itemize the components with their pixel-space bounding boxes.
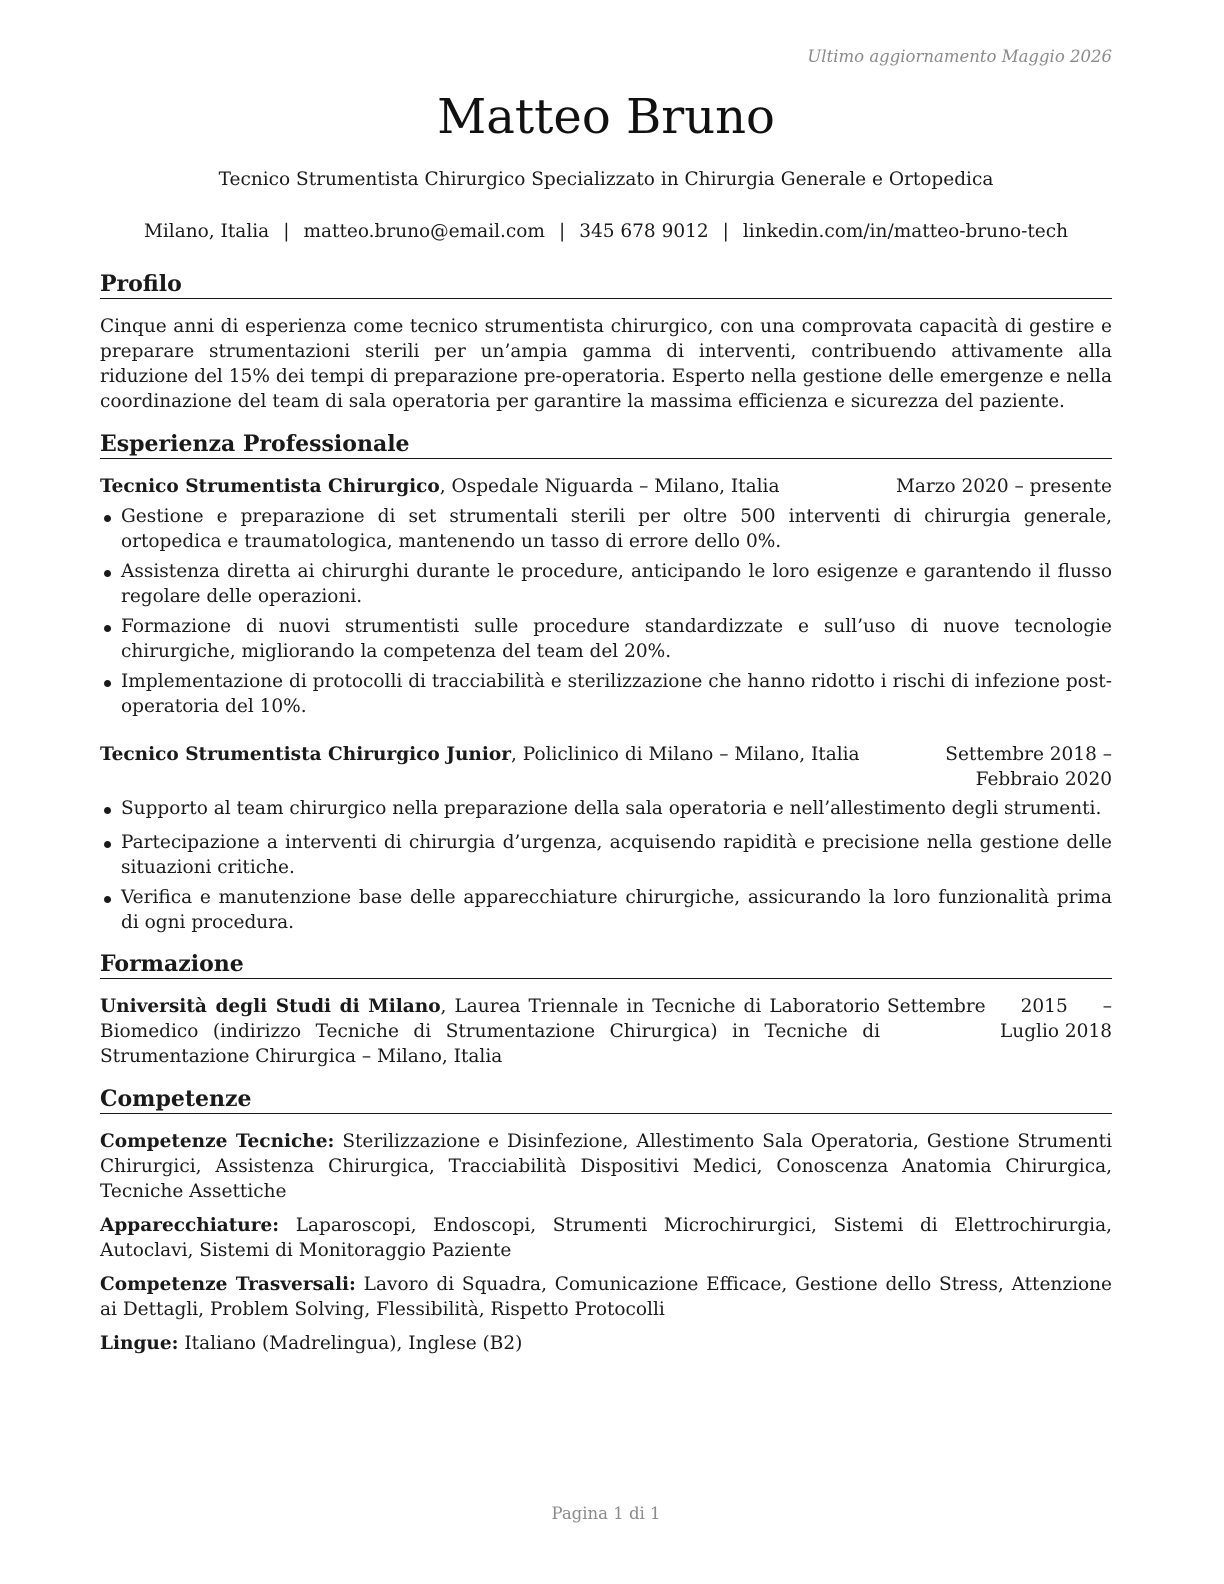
education-text [100,994,880,1069]
job-title-line [100,742,860,767]
section-title-experience: Esperienza Professionale [100,430,1112,459]
education-section [100,950,1112,1069]
job-place: , Policlinico di Milano – Milano, Italia [510,744,860,765]
skill-label: Lingue: [100,1333,179,1354]
skill-value: Sterilizzazione e Disinfezione, Allestimento Sala Operatoria, Gestione Strumenti Chirurgici, Assistenza Chirurgica, Tracciabilità Dispositivi Medici, Conoscenza Anatomia Chirurgica, Tecniche Assettiche [100,1131,1112,1202]
profile-section [100,270,1112,414]
list-item: Implementazione di protocolli di tracciabilità e sterilizzazione che hanno ridotto i rischi di infezione post-operatoria del 10%. [100,669,1112,719]
profile-text: Cinque anni di esperienza come tecnico strumentista chirurgico, con una comprovata capacità di gestire e preparare strumentazioni sterili per un’ampia gamma di interventi, contribuendo attivamente alla riduzione del 15% dei tempi di preparazione pre-operatoria. Esperto nella gestione delle emergenze e nella coordinazione del team di sala operatoria per garantire la massima efficienza e sicurezza del paziente. [100,316,1112,412]
skill-group [100,1272,1112,1322]
job-dates: Marzo 2020 – presente [895,476,1112,497]
contact-linkedin[interactable]: linkedin.com/in/matteo-bruno-tech [742,221,1069,242]
person-name: Matteo Bruno [437,89,775,145]
list-item: Formazione di nuovi strumentisti sulle procedure standardizzate e sull’uso di nuove tecnologie chirurgiche, migliorando la competenza del team del 20%. [100,614,1112,664]
section-title-skills: Competenze [100,1085,1112,1114]
section-title-education: Formazione [100,950,1112,979]
job-dates: Settembre 2018 – Febbraio 2020 [945,744,1112,790]
job-bullets [100,504,1112,719]
skill-value: Italiano (Madrelingua), Inglese (B2) [184,1333,523,1354]
section-title-profile: Profilo [100,270,1112,299]
skill-group [100,1129,1112,1204]
experience-section [100,430,1112,935]
education-entry [100,994,1112,1069]
education-detail: , Laurea Triennale in Tecniche di Laboratorio Biomedico (indirizzo Tecniche di Strumentazione Chirurgica) in Tecniche di Strumentazione Chirurgica – Milano, Italia [100,996,880,1067]
contact-separator: | [283,221,290,242]
job-header [100,742,1112,792]
job-place: , Ospedale Niguarda – Milano, Italia [439,476,780,497]
contact-phone[interactable]: 345 678 9012 [579,221,709,242]
job-subtitle: Tecnico Strumentista Chirurgico Specializzato in Chirurgia Generale e Ortopedica [218,169,994,190]
skill-value: Lavoro di Squadra, Comunicazione Efficace, Gestione dello Stress, Attenzione ai Dettagli, Problem Solving, Flessibilità, Rispetto Protocolli [100,1274,1113,1320]
job-title-line [100,474,779,499]
list-item: Partecipazione a interventi di chirurgia d’urgenza, acquisendo rapidità e precisione nella gestione delle situazioni critiche. [100,830,1112,880]
last-updated: Ultimo aggiornamento Maggio 2026 [807,47,1112,66]
skill-label: Competenze Tecniche: [100,1131,335,1152]
skill-label: Apparecchiature: [100,1215,280,1236]
contact-email[interactable]: matteo.bruno@email.com [303,221,545,242]
skill-group [100,1213,1112,1263]
contact-line [100,219,1112,244]
contact-separator: | [558,221,566,242]
job-entry [100,742,1112,935]
skill-group [100,1331,1112,1356]
list-item: Verifica e manutenzione base delle apparecchiature chirurgiche, assicurando la loro funzionalità prima di ogni procedura. [100,885,1112,935]
list-item: Gestione e preparazione di set strumentali sterili per oltre 500 interventi di chirurgia generale, ortopedica e traumatologica, mantenendo un tasso di errore dello 0%. [100,504,1112,554]
page-number: Pagina 1 di 1 [551,1504,661,1523]
job-role: Tecnico Strumentista Chirurgico [100,476,440,497]
job-entry [100,474,1112,719]
skill-label: Competenze Trasversali: [100,1274,356,1295]
contact-separator: | [722,221,729,242]
list-item: Supporto al team chirurgico nella preparazione della sala operatoria e nell’allestimento degli strumenti. [100,796,1112,821]
job-role: Tecnico Strumentista Chirurgico Junior [100,744,511,765]
education-school: Università degli Studi di Milano [100,996,441,1017]
job-bullets [100,796,1112,935]
skill-value: Laparoscopi, Endoscopi, Strumenti Microchirurgici, Sistemi di Elettrochirurgia, Autoclavi, Sistemi di Monitoraggio Paziente [100,1215,1112,1261]
contact-location: Milano, Italia [143,221,270,242]
education-dates: Settembre 2015 – Luglio 2018 [887,996,1112,1042]
list-item: Assistenza diretta ai chirurghi durante le procedure, anticipando le loro esigenze e garantendo il flusso regolare delle operazioni. [100,559,1112,609]
job-header [100,474,1112,499]
skills-section [100,1085,1112,1356]
